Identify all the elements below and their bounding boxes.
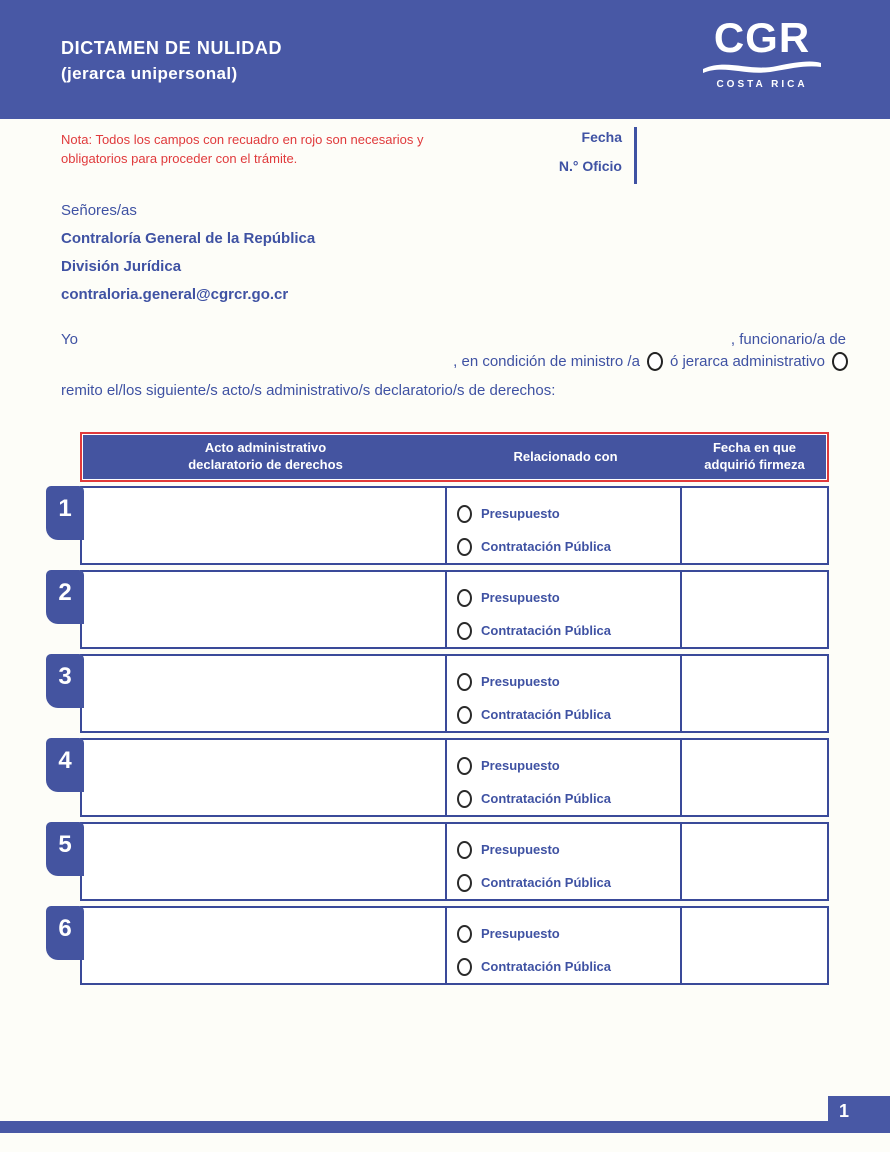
col-header-line: Relacionado con xyxy=(513,448,618,464)
fecha-firmeza-cell[interactable] xyxy=(682,572,827,647)
row-number-badge: 5 xyxy=(46,822,84,876)
row-number-badge: 3 xyxy=(46,654,84,708)
header-band xyxy=(0,0,890,119)
table-header-row xyxy=(80,432,829,482)
row-number-badge: 4 xyxy=(46,738,84,792)
page-number: 1 xyxy=(839,1101,850,1121)
cgr-logo-text: CGR xyxy=(713,14,811,61)
col-header-line: Acto administrativo xyxy=(204,440,327,456)
yo-label: Yo xyxy=(61,331,78,348)
meta-labels xyxy=(480,129,622,174)
radio-icon[interactable] xyxy=(457,589,472,607)
radio-label: Presupuesto xyxy=(481,506,560,521)
actos-table xyxy=(58,432,829,985)
col-header-acto xyxy=(83,435,448,479)
radio-label: Presupuesto xyxy=(481,926,560,941)
jerarca-text: ó jerarca administrativo xyxy=(669,353,825,370)
table-row xyxy=(58,738,829,817)
relacionado-cell xyxy=(447,740,682,815)
radio-label: Presupuesto xyxy=(481,590,560,605)
relacionado-cell xyxy=(447,488,682,563)
radio-option-presupuesto[interactable] xyxy=(457,833,680,866)
col-header-fecha-firmeza xyxy=(683,435,826,479)
acto-input-cell[interactable] xyxy=(82,908,447,983)
footer-bar xyxy=(0,1121,890,1133)
radio-option-contratacion[interactable] xyxy=(457,866,680,899)
title-block xyxy=(61,38,282,84)
radio-option-presupuesto[interactable] xyxy=(457,917,680,950)
acto-input-cell[interactable] xyxy=(82,740,447,815)
table-row xyxy=(58,570,829,649)
radio-option-contratacion[interactable] xyxy=(457,530,680,563)
fecha-label: Fecha xyxy=(581,129,622,145)
col-header-line: adquirió firmeza xyxy=(704,457,805,472)
nombre-field[interactable] xyxy=(78,326,731,344)
radio-icon[interactable] xyxy=(457,505,472,523)
relacionado-cell xyxy=(447,656,682,731)
radio-option-presupuesto[interactable] xyxy=(457,497,680,530)
page-number-badge xyxy=(828,1096,890,1133)
intro-line-3: remito el/los siguiente/s acto/s administrativo/s declaratorio/s de derechos: xyxy=(61,382,556,399)
radio-label: Contratación Pública xyxy=(481,707,612,722)
mandatory-fields-note: Nota: Todos los campos con recuadro en rojo son necesarios y obligatorios para proceder con el trámite. xyxy=(61,132,424,166)
table-row xyxy=(58,822,829,901)
jerarca-radio-icon[interactable] xyxy=(832,352,848,371)
cgr-logo xyxy=(698,16,826,90)
table-body xyxy=(58,486,829,985)
intro-line-1 xyxy=(61,326,846,348)
row-number-badge: 2 xyxy=(46,570,84,624)
fecha-firmeza-cell[interactable] xyxy=(682,908,827,983)
page-title: DICTAMEN DE NULIDAD xyxy=(61,38,283,58)
meta-divider-line xyxy=(634,127,637,184)
fecha-firmeza-cell[interactable] xyxy=(682,740,827,815)
radio-icon[interactable] xyxy=(457,673,472,691)
fecha-firmeza-cell[interactable] xyxy=(682,656,827,731)
radio-label: Presupuesto xyxy=(481,842,560,857)
col-header-relacionado xyxy=(448,435,683,479)
after-name-text: , funcionario/a de xyxy=(730,331,846,348)
radio-option-presupuesto[interactable] xyxy=(457,581,680,614)
radio-label: Contratación Pública xyxy=(481,875,612,890)
radio-option-contratacion[interactable] xyxy=(457,950,680,983)
acto-input-cell[interactable] xyxy=(82,656,447,731)
radio-icon[interactable] xyxy=(457,757,472,775)
radio-label: Contratación Pública xyxy=(481,791,612,806)
recipient-division: División Jurídica xyxy=(61,258,182,275)
recipient-salutation: Señores/as xyxy=(61,202,137,219)
radio-label: Contratación Pública xyxy=(481,623,612,638)
recipient-institution: Contraloría General de la República xyxy=(61,230,316,247)
radio-option-contratacion[interactable] xyxy=(457,782,680,815)
radio-icon[interactable] xyxy=(457,958,472,976)
acto-input-cell[interactable] xyxy=(82,488,447,563)
relacionado-cell xyxy=(447,908,682,983)
oficio-value-field[interactable] xyxy=(645,157,855,181)
radio-option-contratacion[interactable] xyxy=(457,698,680,731)
table-row xyxy=(58,654,829,733)
radio-icon[interactable] xyxy=(457,874,472,892)
page-subtitle: (jerarca unipersonal) xyxy=(61,64,238,83)
relacionado-cell xyxy=(447,824,682,899)
intro-line-2 xyxy=(61,352,848,371)
radio-icon[interactable] xyxy=(457,622,472,640)
fecha-value-field[interactable] xyxy=(645,127,855,151)
acto-input-cell[interactable] xyxy=(82,824,447,899)
relacionado-cell xyxy=(447,572,682,647)
radio-icon[interactable] xyxy=(457,538,472,556)
row-number-badge: 6 xyxy=(46,906,84,960)
radio-label: Presupuesto xyxy=(481,674,560,689)
cgr-logo-country: COSTA RICA xyxy=(716,79,808,90)
col-header-line: declaratorio de derechos xyxy=(188,457,343,472)
fecha-firmeza-cell[interactable] xyxy=(682,824,827,899)
recipient-block xyxy=(61,197,315,309)
table-row xyxy=(58,906,829,985)
radio-label: Contratación Pública xyxy=(481,539,612,554)
ministro-radio-icon[interactable] xyxy=(647,352,663,371)
radio-icon[interactable] xyxy=(457,706,472,724)
institucion-field[interactable] xyxy=(61,353,446,371)
radio-option-presupuesto[interactable] xyxy=(457,749,680,782)
radio-icon[interactable] xyxy=(457,790,472,808)
table-row xyxy=(58,486,829,565)
fecha-firmeza-cell[interactable] xyxy=(682,488,827,563)
row-number-badge: 1 xyxy=(46,486,84,540)
radio-label: Presupuesto xyxy=(481,758,560,773)
recipient-email: contraloria.general@cgrcr.go.cr xyxy=(61,286,289,303)
condicion-text: , en condición de ministro /a xyxy=(453,353,640,370)
radio-icon[interactable] xyxy=(457,841,472,859)
col-header-line: Fecha en que xyxy=(712,440,797,456)
oficio-label: N.° Oficio xyxy=(558,158,622,174)
radio-option-presupuesto[interactable] xyxy=(457,665,680,698)
acto-input-cell[interactable] xyxy=(82,572,447,647)
radio-option-contratacion[interactable] xyxy=(457,614,680,647)
radio-label: Contratación Pública xyxy=(481,959,612,974)
radio-icon[interactable] xyxy=(457,925,472,943)
